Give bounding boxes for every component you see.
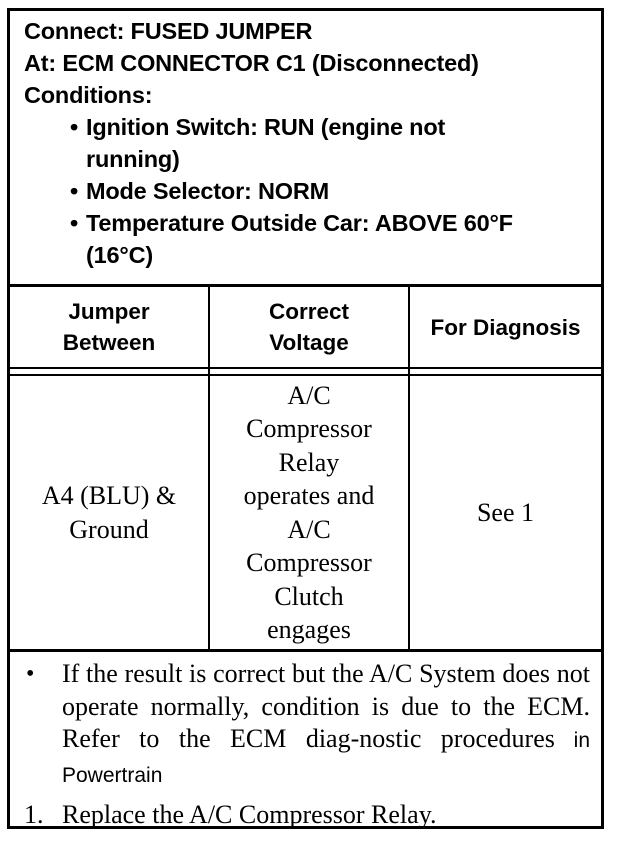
cell-for-diagnosis: See 1 bbox=[476, 497, 535, 527]
conditions-list bbox=[24, 111, 601, 271]
jumper-table bbox=[10, 287, 601, 649]
column-header-jumper-between: Jumper Between bbox=[62, 299, 156, 355]
ecm-note: If the result is correct but the A/C System does not operate normally, condition is due to the ECM. Refer to the ECM diag-nostic procedures in Powertrain bbox=[62, 659, 590, 787]
notes-divider bbox=[10, 649, 601, 652]
condition-mode-selector: • Mode Selector: NORM bbox=[24, 175, 601, 207]
connector-line: At: ECM CONNECTOR C1 (Disconnected) bbox=[24, 50, 479, 76]
step-replace-relay: Replace the A/C Compressor Relay. bbox=[62, 800, 437, 829]
note-reference: in Powertrain bbox=[62, 729, 590, 787]
diagnostic-table-frame bbox=[7, 8, 604, 829]
cell-correct-voltage: A/C Compressor Relay operates and A/C Compressor Clutch engages bbox=[243, 380, 375, 644]
bullet-icon: • bbox=[70, 114, 79, 140]
cell-jumper-between: A4 (BLU) & Ground bbox=[41, 481, 177, 544]
condition-ignition: • Ignition Switch: RUN (engine not running) bbox=[24, 111, 601, 175]
bullet-icon: • bbox=[70, 210, 79, 236]
step-number: 1. bbox=[24, 800, 44, 829]
bullet-icon: • bbox=[70, 178, 79, 204]
test-conditions-header bbox=[10, 11, 601, 287]
column-header-correct-voltage: Correct Voltage bbox=[268, 299, 350, 355]
condition-temperature: • Temperature Outside Car: ABOVE 60°F (16°C) bbox=[24, 207, 601, 271]
connect-line: Connect: FUSED JUMPER bbox=[24, 18, 313, 44]
bullet-icon: • bbox=[26, 661, 35, 687]
conditions-label: Conditions: bbox=[24, 82, 153, 108]
column-header-for-diagnosis: For Diagnosis bbox=[430, 314, 581, 340]
header-divider bbox=[10, 367, 601, 376]
